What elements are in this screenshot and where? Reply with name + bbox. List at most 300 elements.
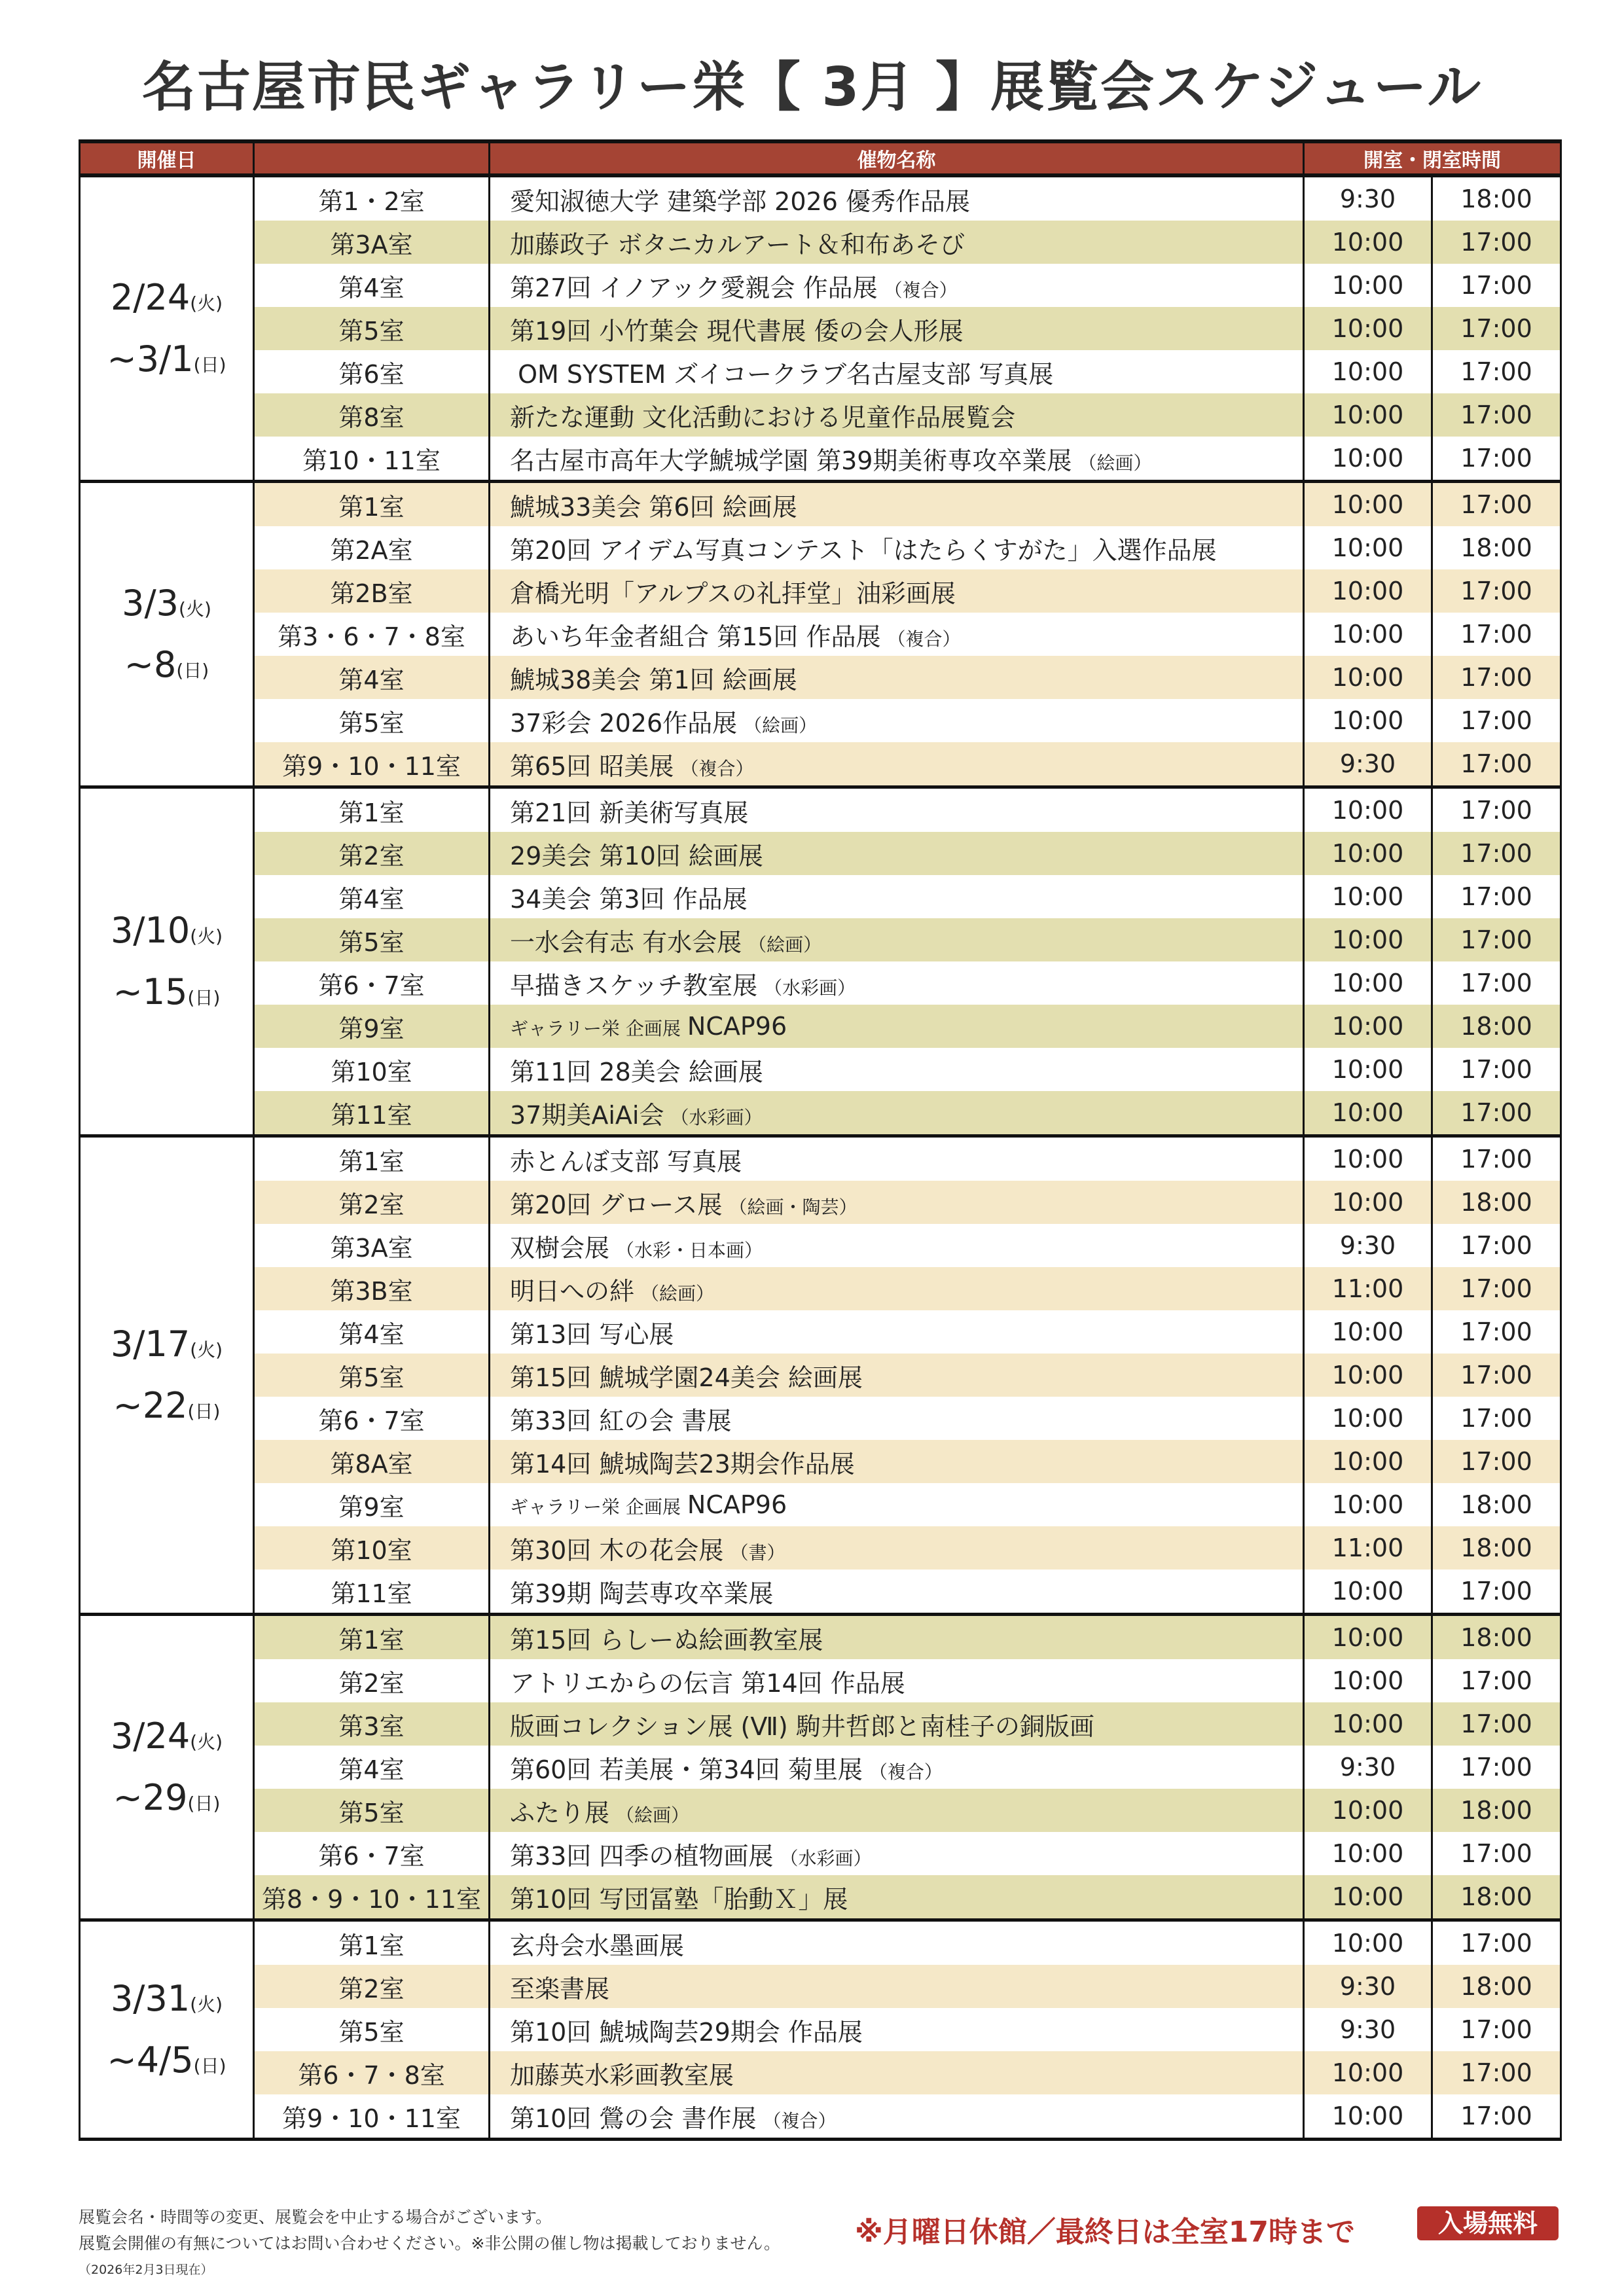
open-time-cell: 10:00 (1304, 1659, 1432, 1702)
close-time-cell: 17:00 (1432, 1267, 1561, 1310)
event-category: （絵画） (616, 1804, 690, 1826)
event-name-text: 新たな運動 文化活動における児童作品展覧会 (510, 403, 1016, 432)
table-row (80, 307, 1561, 350)
event-name-text: 34美会 第3回 作品展 (510, 884, 748, 914)
header-room (254, 141, 490, 175)
header-time: 開室・閉室時間 (1304, 141, 1561, 175)
close-time-cell: 17:00 (1432, 221, 1561, 264)
event-name-text: 第19回 小竹葉会 現代書展 倭の会人形展 (510, 316, 964, 346)
room-cell: 第4室 (254, 1746, 490, 1789)
end-weekday: (日) (187, 1401, 221, 1422)
event-name-text: 早描きスケッチ教室展 (510, 971, 758, 1000)
event-name-cell (490, 961, 1304, 1005)
end-date (81, 329, 253, 391)
close-time-cell: 18:00 (1432, 1483, 1561, 1526)
table-row (80, 1920, 1561, 1965)
table-row (80, 1397, 1561, 1440)
event-name-cell (490, 1570, 1304, 1615)
event-name-text: アトリエからの伝言 第14回 作品展 (510, 1668, 905, 1698)
event-category: （水彩画） (670, 1106, 763, 1128)
table-row (80, 526, 1561, 569)
room-cell: 第1室 (254, 482, 490, 527)
start-weekday: (火) (190, 925, 223, 947)
event-name-text: 第21回 新美術写真展 (510, 798, 749, 827)
room-cell: 第4室 (254, 264, 490, 307)
close-time-cell: 17:00 (1432, 350, 1561, 393)
end-date (81, 634, 253, 696)
event-name-cell (490, 1746, 1304, 1789)
event-name-cell (490, 437, 1304, 482)
event-category: （複合） (884, 279, 958, 301)
open-time-cell: 9:30 (1304, 175, 1432, 221)
close-time-cell: 18:00 (1432, 1005, 1561, 1048)
close-time-cell: 17:00 (1432, 1354, 1561, 1397)
event-name-cell (490, 175, 1304, 221)
start-weekday: (火) (190, 1993, 223, 2015)
table-row (80, 350, 1561, 393)
open-time-cell: 10:00 (1304, 526, 1432, 569)
event-category: （水彩・日本画） (616, 1239, 763, 1261)
open-time-cell: 10:00 (1304, 1615, 1432, 1660)
event-name-text: 37彩会 2026作品展 (510, 708, 738, 738)
event-name-cell (490, 1091, 1304, 1136)
footer-line-1: 展覧会名・時間等の変更、展覧会を中止する場合がございます。 (79, 2208, 552, 2227)
event-name-cell (490, 393, 1304, 437)
table-row (80, 787, 1561, 833)
open-time-cell: 11:00 (1304, 1526, 1432, 1570)
room-cell: 第1室 (254, 1920, 490, 1965)
event-name-cell (490, 1875, 1304, 1920)
room-cell: 第4室 (254, 656, 490, 699)
event-name-cell (490, 1526, 1304, 1570)
open-time-cell: 10:00 (1304, 437, 1432, 482)
event-category: （複合） (763, 2109, 837, 2132)
table-row (80, 1615, 1561, 1660)
table-row (80, 1789, 1561, 1832)
open-time-cell: 10:00 (1304, 1310, 1432, 1354)
event-name-cell (490, 699, 1304, 742)
open-time-cell: 10:00 (1304, 656, 1432, 699)
event-name-cell (490, 1615, 1304, 1660)
close-time-cell: 17:00 (1432, 1048, 1561, 1091)
open-time-cell: 10:00 (1304, 1832, 1432, 1875)
table-row (80, 1702, 1561, 1746)
open-time-cell: 9:30 (1304, 1224, 1432, 1267)
event-name-text: NCAP96 (687, 1012, 787, 1041)
room-cell: 第9・10・11室 (254, 742, 490, 787)
end-date (81, 961, 253, 1024)
close-time-cell: 18:00 (1432, 1789, 1561, 1832)
event-name-text: 第27回 イノアック愛親会 作品展 (510, 273, 878, 302)
close-time-cell: 17:00 (1432, 393, 1561, 437)
event-name-cell (490, 742, 1304, 787)
page-title: 名古屋市民ギャラリー栄【 3月 】展覧会スケジュール (141, 56, 1483, 118)
event-category: （複合） (869, 1761, 943, 1783)
table-row (80, 482, 1561, 527)
start-date-text: 3/31 (110, 1977, 190, 2019)
room-cell: 第11室 (254, 1091, 490, 1136)
close-time-cell: 17:00 (1432, 1920, 1561, 1965)
event-name-text: 至楽書展 (510, 1974, 610, 2003)
table-row (80, 1965, 1561, 2008)
open-time-cell: 10:00 (1304, 1005, 1432, 1048)
table-row (80, 175, 1561, 221)
open-time-cell: 10:00 (1304, 918, 1432, 961)
table-row (80, 1832, 1561, 1875)
room-cell: 第5室 (254, 918, 490, 961)
open-time-cell: 10:00 (1304, 1875, 1432, 1920)
event-name-cell (490, 526, 1304, 569)
table-row (80, 1005, 1561, 1048)
close-time-cell: 17:00 (1432, 1659, 1561, 1702)
close-time-cell: 17:00 (1432, 832, 1561, 875)
room-cell: 第6・7室 (254, 1832, 490, 1875)
open-time-cell: 10:00 (1304, 350, 1432, 393)
schedule-table (79, 139, 1562, 2141)
table-row (80, 918, 1561, 961)
room-cell: 第10・11室 (254, 437, 490, 482)
close-time-cell: 18:00 (1432, 175, 1561, 221)
end-date-text: ~8 (124, 644, 177, 685)
open-time-cell: 9:30 (1304, 742, 1432, 787)
event-name-text: 第10回 鯱城陶芸29期会 作品展 (510, 2017, 863, 2047)
close-time-cell: 17:00 (1432, 307, 1561, 350)
open-time-cell: 10:00 (1304, 613, 1432, 656)
start-date (81, 1314, 253, 1376)
event-name-cell (490, 875, 1304, 918)
open-time-cell: 10:00 (1304, 482, 1432, 527)
open-time-cell: 10:00 (1304, 1702, 1432, 1746)
table-row (80, 1091, 1561, 1136)
end-weekday: (日) (187, 1793, 221, 1814)
close-time-cell: 18:00 (1432, 1965, 1561, 2008)
close-time-cell: 18:00 (1432, 1615, 1561, 1660)
table-row (80, 613, 1561, 656)
close-time-cell: 17:00 (1432, 1746, 1561, 1789)
open-time-cell: 10:00 (1304, 2094, 1432, 2140)
event-name-cell (490, 1483, 1304, 1526)
header-name: 催物名称 (490, 141, 1304, 175)
room-cell: 第3A室 (254, 221, 490, 264)
close-time-cell: 17:00 (1432, 656, 1561, 699)
event-name-text: 第60回 若美展・第34回 菊里展 (510, 1755, 863, 1784)
table-row (80, 832, 1561, 875)
event-name-cell (490, 569, 1304, 613)
room-cell: 第3A室 (254, 1224, 490, 1267)
open-time-cell: 10:00 (1304, 1570, 1432, 1615)
table-row (80, 1181, 1561, 1224)
event-name-cell (490, 1702, 1304, 1746)
footer-as-of: （2026年2月3日現在） (79, 2263, 213, 2277)
event-category: （複合） (680, 757, 754, 780)
close-time-cell: 17:00 (1432, 1570, 1561, 1615)
open-time-cell: 10:00 (1304, 832, 1432, 875)
close-time-cell: 17:00 (1432, 1224, 1561, 1267)
event-name-text: 玄舟会水墨画展 (510, 1931, 685, 1960)
date-range-cell (80, 1615, 254, 1920)
room-cell: 第2B室 (254, 569, 490, 613)
room-cell: 第11室 (254, 1570, 490, 1615)
close-time-cell: 17:00 (1432, 1091, 1561, 1136)
room-cell: 第6・7室 (254, 1397, 490, 1440)
table-row (80, 1440, 1561, 1483)
event-name-text: 明日への絆 (510, 1276, 635, 1306)
event-name-text: 第14回 鯱城陶芸23期会作品展 (510, 1449, 855, 1479)
end-date-text: ~3/1 (107, 338, 194, 380)
event-name-text: 名古屋市高年大学鯱城学園 第39期美術専攻卒業展 (510, 446, 1072, 475)
end-date-text: ~29 (113, 1777, 188, 1818)
open-time-cell: 10:00 (1304, 787, 1432, 833)
event-name-text: 双樹会展 (510, 1233, 610, 1263)
event-name-cell (490, 787, 1304, 833)
close-time-cell: 17:00 (1432, 1440, 1561, 1483)
table-row (80, 1659, 1561, 1702)
event-name-cell (490, 221, 1304, 264)
open-time-cell: 10:00 (1304, 569, 1432, 613)
event-name-text: 第20回 グロース展 (510, 1190, 723, 1219)
event-name-cell (490, 1789, 1304, 1832)
table-header-row (80, 141, 1561, 175)
event-name-cell (490, 918, 1304, 961)
room-cell: 第9・10・11室 (254, 2094, 490, 2140)
event-name-text: 加藤政子 ボタニカルアート＆和布あそび (510, 230, 965, 259)
end-date (81, 1767, 253, 1829)
open-time-cell: 9:30 (1304, 1746, 1432, 1789)
open-time-cell: 10:00 (1304, 264, 1432, 307)
event-name-text: NCAP96 (687, 1490, 787, 1519)
table-row (80, 1267, 1561, 1310)
table-row (80, 742, 1561, 787)
close-time-cell: 17:00 (1432, 961, 1561, 1005)
event-name-text: ふたり展 (510, 1798, 610, 1827)
room-cell: 第10室 (254, 1526, 490, 1570)
close-time-cell: 17:00 (1432, 437, 1561, 482)
event-name-cell (490, 1181, 1304, 1224)
room-cell: 第5室 (254, 307, 490, 350)
close-time-cell: 17:00 (1432, 918, 1561, 961)
table-row (80, 1875, 1561, 1920)
close-time-cell: 17:00 (1432, 264, 1561, 307)
open-time-cell: 10:00 (1304, 1920, 1432, 1965)
open-time-cell: 10:00 (1304, 1397, 1432, 1440)
event-category: （絵画） (641, 1282, 715, 1304)
table-row (80, 1048, 1561, 1091)
event-prefix: ギャラリー栄 企画展 (510, 1018, 681, 1039)
event-name-text: 赤とんぼ支部 写真展 (510, 1147, 742, 1176)
close-time-cell: 18:00 (1432, 1875, 1561, 1920)
open-time-cell: 10:00 (1304, 307, 1432, 350)
close-time-cell: 17:00 (1432, 2094, 1561, 2140)
start-weekday: (火) (190, 292, 223, 314)
event-name-text: 加藤英水彩画教室展 (510, 2060, 734, 2090)
event-category: （書） (730, 1541, 785, 1564)
end-weekday: (日) (193, 354, 226, 376)
room-cell: 第1室 (254, 1615, 490, 1660)
open-time-cell: 10:00 (1304, 393, 1432, 437)
event-name-cell (490, 1224, 1304, 1267)
start-weekday: (火) (190, 1338, 223, 1361)
table-row (80, 2051, 1561, 2094)
event-name-cell (490, 1136, 1304, 1181)
room-cell: 第6室 (254, 350, 490, 393)
room-cell: 第3・6・7・8室 (254, 613, 490, 656)
close-time-cell: 17:00 (1432, 569, 1561, 613)
table-row (80, 1224, 1561, 1267)
start-weekday: (火) (190, 1731, 223, 1753)
close-time-cell: 17:00 (1432, 1702, 1561, 1746)
room-cell: 第2室 (254, 1659, 490, 1702)
table-row (80, 2094, 1561, 2140)
event-name-cell (490, 1832, 1304, 1875)
date-range-cell (80, 175, 254, 482)
event-name-cell (490, 1310, 1304, 1354)
event-name-text: 第13回 写心展 (510, 1319, 674, 1349)
start-date (81, 1968, 253, 2030)
close-time-cell: 17:00 (1432, 2008, 1561, 2051)
event-name-cell (490, 832, 1304, 875)
open-time-cell: 10:00 (1304, 2051, 1432, 2094)
date-range-cell (80, 787, 254, 1136)
event-name-text: 29美会 第10回 絵画展 (510, 841, 763, 870)
table-row (80, 1483, 1561, 1526)
start-date (81, 573, 253, 635)
event-name-cell (490, 1659, 1304, 1702)
close-time-cell: 17:00 (1432, 875, 1561, 918)
event-prefix: ギャラリー栄 企画展 (510, 1496, 681, 1518)
event-name-text: 倉橋光明「アルプスの礼拝堂」油彩画展 (510, 579, 956, 608)
end-date-text: ~15 (113, 971, 188, 1013)
room-cell: 第10室 (254, 1048, 490, 1091)
event-category: （絵画・陶芸） (729, 1196, 857, 1218)
start-date-text: 2/24 (110, 276, 190, 318)
event-name-text: 第15回 らしーぬ絵画教室展 (510, 1625, 823, 1655)
room-cell: 第8室 (254, 393, 490, 437)
event-category: （絵画） (1078, 452, 1152, 474)
event-name-cell (490, 482, 1304, 527)
end-date-text: ~22 (113, 1385, 188, 1426)
event-name-cell (490, 656, 1304, 699)
close-time-cell: 17:00 (1432, 1310, 1561, 1354)
start-date-text: 3/10 (110, 909, 190, 951)
room-cell: 第6・7・8室 (254, 2051, 490, 2094)
close-time-cell: 17:00 (1432, 1136, 1561, 1181)
room-cell: 第4室 (254, 875, 490, 918)
room-cell: 第9室 (254, 1005, 490, 1048)
table-row (80, 569, 1561, 613)
event-name-text: 版画コレクション展 (Ⅶ) 駒井哲郎と南桂子の銅版画 (510, 1712, 1094, 1741)
room-cell: 第1・2室 (254, 175, 490, 221)
end-date (81, 1375, 253, 1437)
room-cell: 第5室 (254, 1789, 490, 1832)
table-row (80, 1526, 1561, 1570)
start-date (81, 1706, 253, 1768)
event-name-text: 第10回 鶯の会 書作展 (510, 2104, 757, 2133)
open-time-cell: 10:00 (1304, 875, 1432, 918)
event-name-cell (490, 1440, 1304, 1483)
table-row (80, 656, 1561, 699)
event-name-cell (490, 1267, 1304, 1310)
close-time-cell: 18:00 (1432, 1181, 1561, 1224)
room-cell: 第2室 (254, 1181, 490, 1224)
closing-notice: ※月曜日休館／最終日は全室17時まで (855, 2215, 1356, 2249)
close-time-cell: 17:00 (1432, 482, 1561, 527)
room-cell: 第2室 (254, 1965, 490, 2008)
room-cell: 第5室 (254, 699, 490, 742)
close-time-cell: 17:00 (1432, 2051, 1561, 2094)
event-name-text: 一水会有志 有水会展 (510, 927, 742, 957)
event-name-cell (490, 307, 1304, 350)
schedule-body (80, 175, 1561, 2140)
event-category: （絵画） (748, 933, 822, 956)
event-name-text: 第30回 木の花会展 (510, 1535, 724, 1565)
close-time-cell: 17:00 (1432, 742, 1561, 787)
room-cell: 第3B室 (254, 1267, 490, 1310)
room-cell: 第9室 (254, 1483, 490, 1526)
start-weekday: (火) (179, 598, 211, 620)
date-range-cell (80, 1920, 254, 2140)
start-date (81, 267, 253, 329)
table-row (80, 393, 1561, 437)
event-name-text: 37期美AiAi会 (510, 1100, 664, 1130)
room-cell: 第8A室 (254, 1440, 490, 1483)
open-time-cell: 10:00 (1304, 1136, 1432, 1181)
room-cell: 第2A室 (254, 526, 490, 569)
room-cell: 第2室 (254, 832, 490, 875)
open-time-cell: 10:00 (1304, 1048, 1432, 1091)
event-name-cell (490, 613, 1304, 656)
close-time-cell: 18:00 (1432, 1526, 1561, 1570)
date-range-cell (80, 482, 254, 787)
event-category: （絵画） (744, 714, 818, 736)
event-name-text: 第65回 昭美展 (510, 751, 674, 781)
open-time-cell: 9:30 (1304, 2008, 1432, 2051)
room-cell: 第3室 (254, 1702, 490, 1746)
table-row (80, 1354, 1561, 1397)
event-name-cell (490, 2051, 1304, 2094)
room-cell: 第1室 (254, 1136, 490, 1181)
table-row (80, 1136, 1561, 1181)
table-row (80, 264, 1561, 307)
event-name-text: あいち年金者組合 第15回 作品展 (510, 622, 881, 651)
table-row (80, 1310, 1561, 1354)
table-row (80, 2008, 1561, 2051)
start-date-text: 3/24 (110, 1715, 190, 1757)
event-name-text: OM SYSTEM ズイコークラブ名古屋支部 写真展 (510, 359, 1054, 389)
event-name-text: 愛知淑徳大学 建築学部 2026 優秀作品展 (510, 187, 970, 216)
event-name-text: 第39期 陶芸専攻卒業展 (510, 1579, 774, 1608)
end-weekday: (日) (193, 2055, 226, 2077)
start-date-text: 3/3 (122, 582, 179, 624)
open-time-cell: 10:00 (1304, 221, 1432, 264)
open-time-cell: 10:00 (1304, 1440, 1432, 1483)
open-time-cell: 10:00 (1304, 1483, 1432, 1526)
end-weekday: (日) (176, 660, 209, 681)
free-admission-badge: 入場無料 (1417, 2206, 1559, 2240)
close-time-cell: 17:00 (1432, 787, 1561, 833)
open-time-cell: 10:00 (1304, 1354, 1432, 1397)
open-time-cell: 10:00 (1304, 1181, 1432, 1224)
event-name-cell (490, 2094, 1304, 2140)
event-name-cell (490, 1354, 1304, 1397)
event-category: （水彩画） (780, 1847, 872, 1869)
start-date (81, 900, 253, 962)
open-time-cell: 11:00 (1304, 1267, 1432, 1310)
room-cell: 第5室 (254, 2008, 490, 2051)
open-time-cell: 10:00 (1304, 961, 1432, 1005)
event-name-text: 鯱城38美会 第1回 絵画展 (510, 665, 797, 694)
close-time-cell: 17:00 (1432, 1397, 1561, 1440)
close-time-cell: 17:00 (1432, 1832, 1561, 1875)
